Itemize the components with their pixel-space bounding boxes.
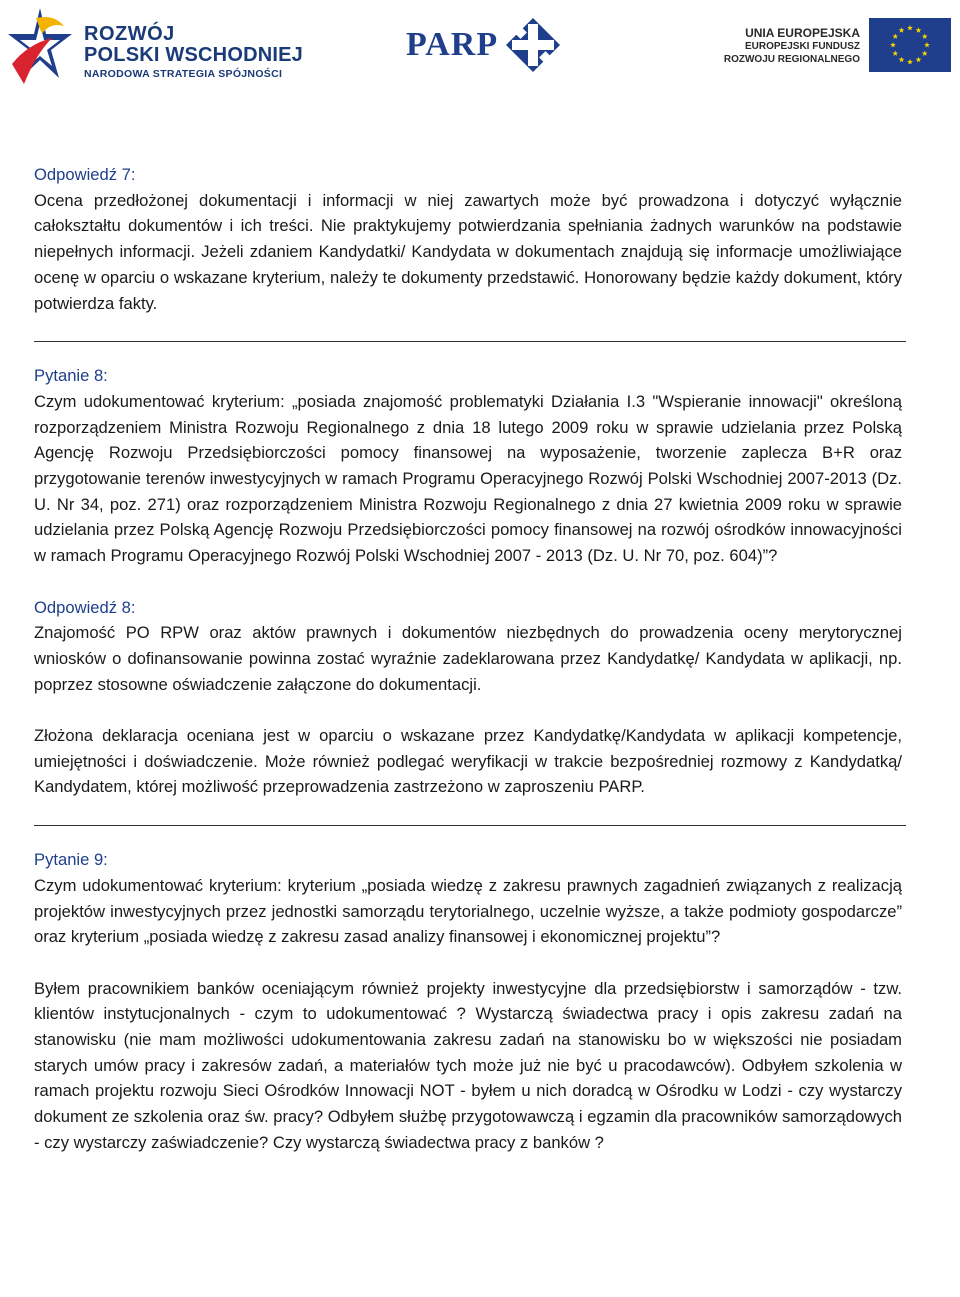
rozwoj-polski-wschodniej-logo (6, 4, 306, 90)
spacer (34, 800, 902, 825)
question-8-heading: Pytanie 8: (34, 366, 108, 386)
logo-left-line1: ROZWÓJ (84, 23, 175, 45)
spacer (34, 950, 902, 976)
question-9-text-2: Byłem pracownikiem banków oceniającym również projekty inwestycyjne dla przedsiębiorstw i samorządów - tzw. klientów instytucjonalnych - czym to udokumentować ? Wystarczą świadectwa pracy i opis zakresu zadań na stanowisku (nie mam możliwości udokumentowania zakresu zadań na stanowisku bo w większości nie posiadam starych umów pracy i zakresów zadań, a materiałów tych może już nie być u pracodawców). Odbyłem szkolenia w ramach projektu rozwoju Sieci Ośrodków Innowacji NOT - byłem u nich doradcą w Ośrodku w Lodzi - czy wystarczy dokument ze szkolenia oraz św. pracy? Odbyłem służbę przygotowawczą i egzamin dla pracowników samorządowych - czy wystarczy zaświadczenie? Czy wystarczą świadectwa pracy z banków ? (34, 978, 902, 1152)
eu-fund-logo (720, 18, 956, 74)
spacer (34, 826, 902, 847)
parp-cross-mark-icon (504, 16, 562, 74)
parp-logo (406, 16, 566, 76)
question-9-text-1: Czym udokumentować kryterium: kryterium „posiada wiedzę z zakresu prawnych zagadnień związanych z realizacją projektów inwestycyjnych przez jednostki samorządu terytorialnego, uczelnie wyższe, a także podmioty gospodarcze” oraz kryterium „posiada wiedzę z zakresu zasad analizy finansowej i ekonomicznej projektu”? (34, 875, 902, 947)
eu-logo-line3: ROZWOJU REGIONALNEGO (723, 54, 860, 65)
spacer (34, 342, 902, 363)
spacer (34, 697, 902, 723)
question-9-heading: Pytanie 9: (34, 850, 108, 870)
answer-8-text-2: Złożona deklaracja oceniana jest w oparciu o wskazane przez Kandydatkę/Kandydata w aplikacji kompetencje, umiejętności i doświadczenie. Może również podlegać weryfikacji w trakcie bezpośredniej rozmowy z Kandydatką/ Kandydatem, której możliwość przeprowadzenia zastrzeżono w zaproszeniu PARP. (34, 726, 902, 797)
parp-logo-text: PARP (406, 26, 499, 63)
eu-flag-icon (869, 18, 951, 72)
logo-left-line3: NARODOWA STRATEGIA SPÓJNOŚCI (84, 68, 283, 80)
answer-8-text-1: Znajomość PO RPW oraz aktów prawnych i dokumentów niezbędnych do prowadzenia oceny merytorycznej wniosków o dofinansowanie powinna zostać wyraźnie zadeklarowana przez Kandydatkę/ Kandydata w aplikacji, np. poprzez stosowne oświadczenie załączone do dokumentacji. (34, 623, 902, 694)
page-header (0, 0, 960, 100)
spacer (34, 316, 902, 341)
spacer (34, 569, 902, 595)
eu-logo-line1: UNIA EUROPEJSKA (745, 26, 860, 40)
eu-logo-line2: EUROPEJSKI FUNDUSZ (744, 41, 860, 52)
question-8-text: Czym udokumentować kryterium: „posiada znajomość problematyki Działania I.3 "Wspieranie innowacji" określoną rozporządzeniem Ministra Rozwoju Regionalnego z dnia 18 lutego 2009 roku w sprawie udzielania przez Polską Agencję Rozwoju Przedsiębiorczości pomocy finansowej na wyposażenie, tworzenie zaplecza B+R oraz przygotowanie terenów inwestycyjnych w ramach Programu Operacyjnego Rozwój Polski Wschodniej 2007-2013 (Dz. U. Nr 34, poz. 271) oraz rozporządzeniem Ministra Rozwoju Regionalnego z dnia 27 kwietnia 2009 roku w sprawie udzielania przez Polską Agencję Rozwoju Przedsiębiorczości pomocy finansowej na rozwój ośrodków innowacyjności w ramach Programu Operacyjnego Rozwój Polski Wschodniej 2007 - 2013 (Dz. U. Nr 70, poz. 604)”? (34, 391, 902, 566)
answer-7-heading: Odpowiedź 7: (34, 165, 136, 184)
answer-7-text: Ocena przedłożonej dokumentacji i informacji w niej zawartych może być prowadzona i dotyczyć wyłącznie całokształtu dokumentów i ich treści. Nie praktykujemy potwierdzania spełniania żadnych warunków na podstawie niepełnych informacji. Jeżeli zdaniem Kandydatki/ Kandydata w dokumentach znajdują się informacje umożliwiające ocenę w oparciu o wskazane kryterium, należy te dokumenty przedstawić. Honorowany będzie każdy dokument, który potwierdza fakty. (34, 190, 902, 313)
logo-left-line2: POLSKI WSCHODNIEJ (84, 44, 303, 66)
answer-8-heading: Odpowiedź 8: (34, 597, 136, 617)
star-emblem-icon (6, 4, 76, 90)
document-body (34, 162, 902, 1156)
